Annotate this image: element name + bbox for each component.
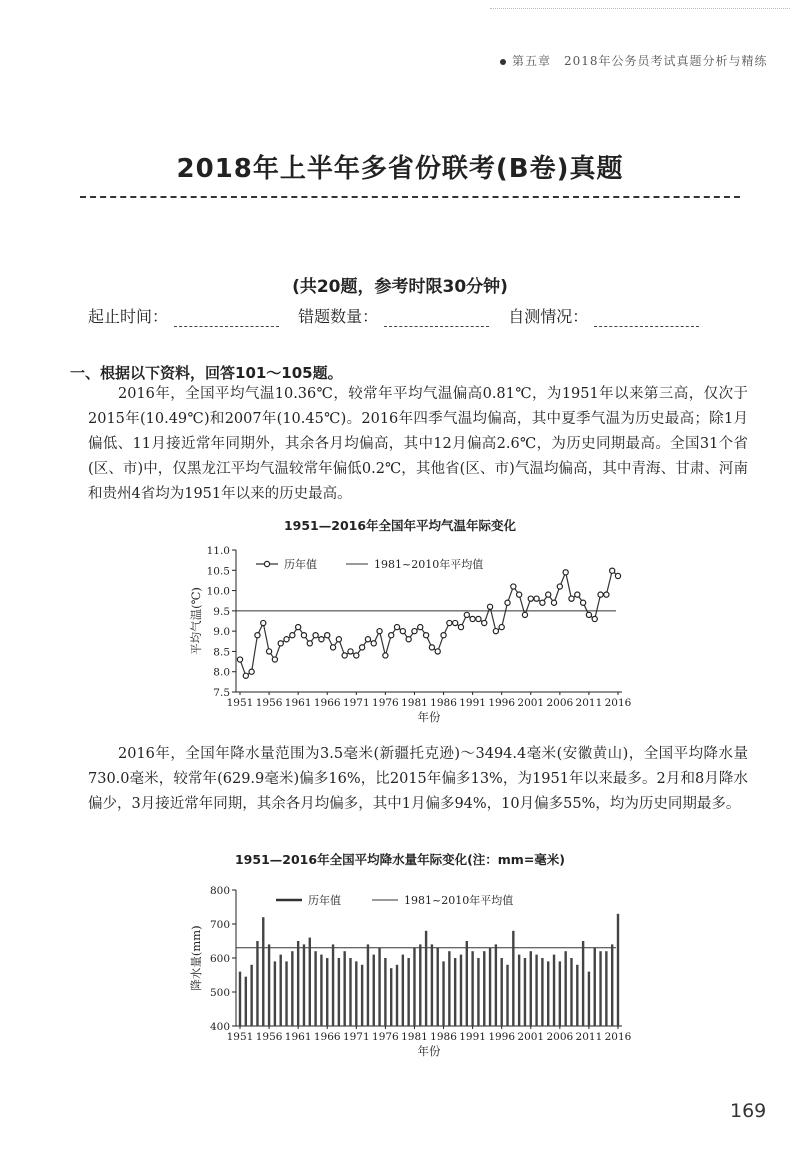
data-point	[534, 596, 539, 601]
precipitation-bar-chart	[150, 872, 650, 1072]
bar	[413, 948, 415, 1026]
data-point	[522, 612, 527, 617]
data-point	[581, 600, 586, 605]
data-point	[476, 616, 481, 621]
y-tick-label: 400	[209, 1021, 230, 1033]
legend-reference-label: 1981~2010年平均值	[374, 558, 484, 571]
data-point	[348, 649, 353, 654]
bar	[291, 951, 293, 1026]
data-point	[429, 645, 434, 650]
data-point	[447, 620, 452, 625]
bar	[373, 955, 375, 1026]
x-tick-label: 1996	[488, 1031, 516, 1043]
bar	[530, 951, 532, 1026]
data-point	[394, 624, 399, 629]
bar	[390, 968, 392, 1026]
record-row	[88, 304, 728, 327]
temp-chart-title: 1951—2016年全国年平均气温年际变化	[283, 518, 517, 533]
data-point	[563, 570, 568, 575]
data-point	[389, 633, 394, 638]
legend-series-label: 历年值	[284, 558, 317, 571]
y-tick-label: 8.0	[213, 666, 230, 679]
y-tick-label: 700	[209, 919, 230, 931]
x-tick-label: 2006	[546, 697, 574, 709]
x-tick-label: 1956	[255, 1031, 283, 1043]
data-point	[342, 653, 347, 658]
bar	[245, 977, 247, 1026]
bar	[349, 958, 351, 1026]
subtitle: (共20题，参考时限30分钟)	[292, 277, 508, 297]
data-point	[592, 616, 597, 621]
x-tick-label: 1951	[226, 1031, 254, 1043]
bar	[402, 955, 404, 1026]
bar	[588, 972, 590, 1026]
bar	[361, 965, 363, 1026]
data-point	[546, 592, 551, 597]
bar	[326, 958, 328, 1026]
running-head-text: 第五章 2018年公务员考试真题分析与精练	[512, 54, 768, 68]
y-tick-label: 600	[209, 953, 230, 965]
x-tick-label: 1966	[313, 1031, 341, 1043]
x-tick-label: 1996	[488, 697, 516, 709]
x-tick-label: 2011	[575, 1031, 603, 1043]
data-point	[330, 645, 335, 650]
data-point	[540, 600, 545, 605]
data-point	[493, 629, 498, 634]
data-point	[528, 596, 533, 601]
data-point	[301, 633, 306, 638]
x-tick-label: 1971	[342, 697, 370, 709]
bar	[477, 958, 479, 1026]
bar	[512, 931, 514, 1026]
bar	[419, 944, 421, 1026]
bar	[617, 914, 619, 1026]
bar	[599, 951, 601, 1026]
x-tick-label: 2011	[575, 697, 603, 709]
bar	[332, 944, 334, 1026]
bar	[495, 944, 497, 1026]
bar	[303, 944, 305, 1026]
data-point	[453, 620, 458, 625]
x-tick-label: 2016	[604, 697, 632, 709]
temperature-line-chart	[150, 536, 650, 756]
y-tick-label: 9.5	[213, 605, 230, 618]
paragraph-precipitation: 2016年，全国年降水量范围为3.5毫米(新疆托克逊)～3494.4毫米(安徽黄山)，全国平均降水量730.0毫米，较常年(629.9毫米)偏多16%，比2015年偏多13%，为1951年以来最多。2月和8月降水偏少，3月接近常年同期，其余各月均偏多，其中1月偏多94%，10月偏多55%，均为历史同期最多。	[88, 746, 748, 812]
data-point	[517, 592, 522, 597]
data-point	[243, 673, 248, 678]
x-tick-label: 1956	[255, 697, 283, 709]
bar	[367, 944, 369, 1026]
bar	[535, 955, 537, 1026]
x-tick-label: 1981	[401, 697, 428, 709]
data-point	[237, 657, 242, 662]
bar	[396, 965, 398, 1026]
bar	[314, 951, 316, 1026]
bar	[547, 961, 549, 1026]
data-point	[261, 620, 266, 625]
x-tick-label: 1961	[284, 697, 312, 709]
bar	[338, 958, 340, 1026]
x-tick-label: 2001	[517, 1031, 545, 1043]
bar	[309, 938, 311, 1026]
data-point	[400, 629, 405, 634]
data-point	[511, 584, 516, 589]
bar	[518, 955, 520, 1026]
bar	[594, 948, 596, 1026]
bar	[239, 972, 241, 1026]
data-point	[435, 649, 440, 654]
title-divider	[80, 196, 740, 198]
wrong-count-blank[interactable]	[384, 312, 489, 327]
section-heading: 一、根据以下资料，回答101～105题。	[70, 364, 343, 382]
data-point	[313, 633, 318, 638]
data-point	[464, 612, 469, 617]
start-time-label: 起止时间：	[88, 307, 169, 326]
data-point	[360, 645, 365, 650]
data-point	[487, 604, 492, 609]
y-tick-label: 8.5	[213, 646, 230, 659]
bar	[524, 958, 526, 1026]
data-point	[325, 633, 330, 638]
data-point	[615, 573, 620, 578]
y-tick-label: 10.5	[206, 565, 230, 578]
y-axis-title: 平均气温(℃)	[189, 587, 203, 655]
bar	[355, 961, 357, 1026]
bar	[605, 951, 607, 1026]
data-point	[284, 637, 289, 642]
bar	[471, 951, 473, 1026]
data-point	[365, 637, 370, 642]
data-point	[406, 637, 411, 642]
data-point	[249, 669, 254, 674]
data-point	[266, 649, 271, 654]
bar	[570, 958, 572, 1026]
self-check-label: 自测情况：	[508, 307, 589, 326]
bar	[483, 951, 485, 1026]
bar	[448, 951, 450, 1026]
x-tick-label: 1986	[430, 1031, 457, 1043]
running-head	[500, 52, 768, 69]
bar	[611, 944, 613, 1026]
data-point	[336, 637, 341, 642]
x-tick-label: 2016	[604, 1031, 632, 1043]
bar	[378, 948, 380, 1026]
data-point	[418, 624, 423, 629]
bar	[506, 965, 508, 1026]
bar	[384, 958, 386, 1026]
x-tick-label: 2001	[517, 697, 545, 709]
x-tick-label: 1991	[459, 1031, 486, 1043]
bar	[274, 961, 276, 1026]
bar	[454, 958, 456, 1026]
top-dotted-rule	[490, 8, 790, 10]
bar	[268, 944, 270, 1026]
x-tick-label: 1961	[284, 1031, 312, 1043]
bar	[553, 955, 555, 1026]
bar	[407, 958, 409, 1026]
data-point	[354, 653, 359, 658]
bar	[437, 948, 439, 1026]
x-tick-label: 1976	[372, 1031, 399, 1043]
start-time-blank[interactable]	[174, 312, 279, 327]
x-tick-label: 1971	[342, 1031, 370, 1043]
data-point	[598, 592, 603, 597]
y-tick-label: 500	[209, 987, 230, 999]
data-point	[441, 633, 446, 638]
bar	[431, 944, 433, 1026]
data-point	[383, 653, 388, 658]
y-tick-label: 800	[209, 885, 230, 897]
bar	[256, 941, 258, 1026]
y-axis-title: 降水量(mm)	[189, 925, 203, 991]
legend-series-marker	[264, 561, 269, 566]
data-point	[551, 600, 556, 605]
data-point	[610, 568, 615, 573]
y-tick-label: 7.5	[213, 687, 230, 699]
bar	[541, 958, 543, 1026]
x-tick-label: 2006	[546, 1031, 574, 1043]
data-point	[255, 633, 260, 638]
bar	[460, 955, 462, 1026]
wrong-count-label: 错题数量：	[298, 307, 379, 326]
data-point	[586, 612, 591, 617]
bar	[489, 948, 491, 1026]
bar	[262, 917, 264, 1026]
bar	[297, 941, 299, 1026]
data-point	[505, 600, 510, 605]
data-point	[482, 620, 487, 625]
data-point	[278, 641, 283, 646]
paragraph-temperature: 2016年，全国平均气温10.36℃，较常年平均气温偏高0.81℃，为1951年以来第三高，仅次于2015年(10.49℃)和2007年(10.45℃)。2016年四季气温均偏高，其中夏季气温为历史最高；除1月偏低、11月接近常年同期外，其余各月均偏高，其中12月偏高2.6℃，为历史同期最高。全国31个省(区、市)中，仅黑龙江平均气温较常年偏低0.2℃，其他省(区、市)气温均偏高，其中青海、甘肃、河南和贵州4省均为1951年以来的历史最高。	[88, 386, 748, 502]
bullet-icon	[500, 59, 506, 65]
bar	[425, 931, 427, 1026]
x-tick-label: 1986	[430, 697, 457, 709]
bar	[285, 961, 287, 1026]
data-point	[319, 637, 324, 642]
data-point	[371, 641, 376, 646]
page-title: 2018年上半年多省份联考(B卷)真题	[176, 154, 624, 184]
legend-series-label: 历年值	[308, 894, 341, 907]
bar	[250, 965, 252, 1026]
data-point	[423, 633, 428, 638]
bar	[564, 951, 566, 1026]
bar	[559, 961, 561, 1026]
data-point	[377, 629, 382, 634]
page-number: 169	[730, 1100, 767, 1122]
bar	[582, 941, 584, 1026]
x-tick-label: 1991	[459, 697, 486, 709]
y-tick-label: 9.0	[213, 626, 230, 639]
bar	[466, 941, 468, 1026]
data-point	[470, 616, 475, 621]
data-point	[458, 624, 463, 629]
x-axis-title: 年份	[417, 1044, 441, 1058]
data-point	[569, 596, 574, 601]
bar	[442, 961, 444, 1026]
data-point	[557, 584, 562, 589]
x-tick-label: 1951	[226, 697, 254, 709]
bar	[320, 955, 322, 1026]
x-axis-title: 年份	[417, 710, 441, 724]
data-point	[604, 592, 609, 597]
data-point	[307, 641, 312, 646]
x-tick-label: 1976	[372, 697, 399, 709]
legend-reference-label: 1981~2010年平均值	[404, 894, 514, 907]
precip-chart-title: 1951—2016年全国平均降水量年际变化(注：mm=毫米)	[234, 852, 566, 867]
x-tick-label: 1981	[401, 1031, 428, 1043]
self-check-blank[interactable]	[594, 312, 699, 327]
data-point	[412, 629, 417, 634]
data-point	[290, 633, 295, 638]
bar	[500, 958, 502, 1026]
bar	[343, 951, 345, 1026]
y-tick-label: 11.0	[206, 545, 230, 557]
data-point	[272, 657, 277, 662]
data-point	[296, 624, 301, 629]
x-tick-label: 1966	[313, 697, 341, 709]
data-point	[499, 624, 504, 629]
bar	[280, 955, 282, 1026]
bar	[576, 965, 578, 1026]
y-tick-label: 10.0	[206, 585, 230, 598]
data-point	[575, 592, 580, 597]
